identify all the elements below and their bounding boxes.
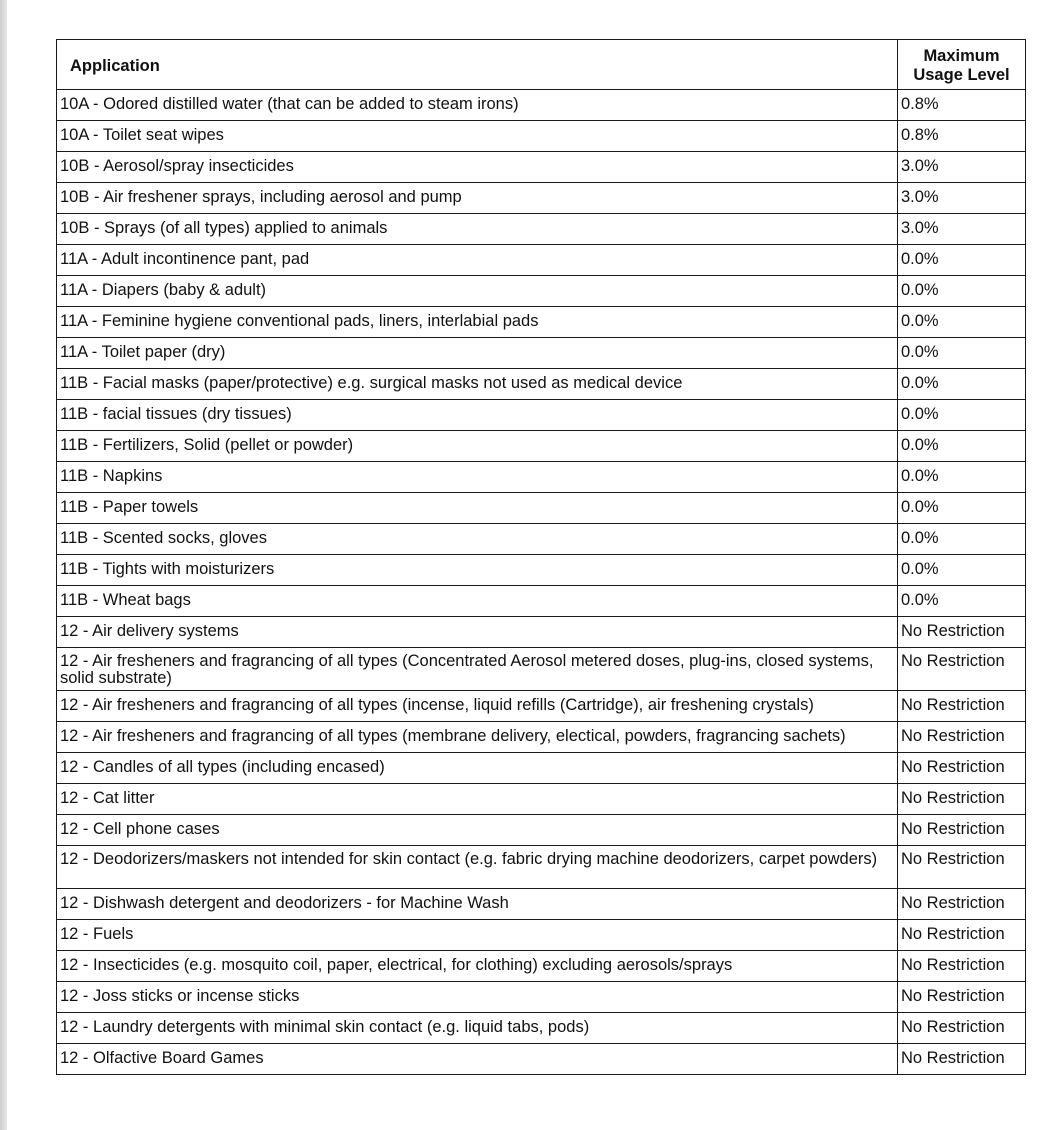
table-row	[57, 183, 1026, 214]
usage-level-table	[56, 39, 1026, 1075]
column-header-max-usage-line1: Maximum	[923, 46, 1000, 65]
application-cell: 11A - Toilet paper (dry)	[57, 338, 898, 369]
max-usage-level-cell: 3.0%	[898, 183, 1026, 214]
table-row	[57, 90, 1026, 121]
table-row	[57, 753, 1026, 784]
table-header-row	[57, 40, 1026, 90]
table-row	[57, 691, 1026, 722]
max-usage-level-cell: 0.0%	[898, 338, 1026, 369]
max-usage-level-cell: No Restriction	[898, 1044, 1026, 1075]
max-usage-level-cell: 0.0%	[898, 524, 1026, 555]
max-usage-level-cell: No Restriction	[898, 753, 1026, 784]
application-cell: 12 - Fuels	[57, 920, 898, 951]
viewer-left-edge	[0, 0, 7, 1130]
table-row	[57, 152, 1026, 183]
max-usage-level-cell: No Restriction	[898, 784, 1026, 815]
max-usage-level-cell: No Restriction	[898, 648, 1026, 691]
application-cell: 11B - Fertilizers, Solid (pellet or powder)	[57, 431, 898, 462]
application-cell: 11A - Diapers (baby & adult)	[57, 276, 898, 307]
application-cell: 11A - Adult incontinence pant, pad	[57, 245, 898, 276]
table-row	[57, 920, 1026, 951]
column-header-application: Application	[57, 40, 898, 90]
table-row	[57, 951, 1026, 982]
max-usage-level-cell: 0.8%	[898, 90, 1026, 121]
table-row	[57, 648, 1026, 691]
max-usage-level-cell: 0.0%	[898, 245, 1026, 276]
application-cell: 12 - Air delivery systems	[57, 617, 898, 648]
table-row	[57, 889, 1026, 920]
max-usage-level-cell: No Restriction	[898, 951, 1026, 982]
max-usage-level-cell: 0.0%	[898, 276, 1026, 307]
application-cell: 10A - Odored distilled water (that can be added to steam irons)	[57, 90, 898, 121]
max-usage-level-cell: No Restriction	[898, 722, 1026, 753]
table-row	[57, 982, 1026, 1013]
max-usage-level-cell: No Restriction	[898, 889, 1026, 920]
column-header-max-usage-line2: Usage Level	[913, 65, 1010, 84]
max-usage-level-cell: 0.0%	[898, 462, 1026, 493]
table-row	[57, 462, 1026, 493]
table-row	[57, 214, 1026, 245]
max-usage-level-cell: No Restriction	[898, 1013, 1026, 1044]
table-row	[57, 431, 1026, 462]
application-cell: 10B - Sprays (of all types) applied to animals	[57, 214, 898, 245]
application-cell: 12 - Candles of all types (including encased)	[57, 753, 898, 784]
max-usage-level-cell: No Restriction	[898, 920, 1026, 951]
table-row	[57, 586, 1026, 617]
application-cell: 12 - Air fresheners and fragrancing of all types (Concentrated Aerosol metered doses, plug-ins, closed systems, solid substrate)	[57, 648, 898, 691]
max-usage-level-cell: 0.0%	[898, 307, 1026, 338]
application-cell: 11B - Wheat bags	[57, 586, 898, 617]
application-cell: 12 - Air fresheners and fragrancing of all types (membrane delivery, electical, powders, fragrancing sachets)	[57, 722, 898, 753]
table-body	[57, 90, 1026, 1075]
max-usage-level-cell: 0.0%	[898, 493, 1026, 524]
max-usage-level-cell: No Restriction	[898, 691, 1026, 722]
table-row	[57, 1044, 1026, 1075]
application-cell: 12 - Air fresheners and fragrancing of all types (incense, liquid refills (Cartridge), air freshening crystals)	[57, 691, 898, 722]
table-row	[57, 276, 1026, 307]
max-usage-level-cell: 0.8%	[898, 121, 1026, 152]
application-cell: 11B - Paper towels	[57, 493, 898, 524]
application-cell: 12 - Joss sticks or incense sticks	[57, 982, 898, 1013]
application-cell: 10B - Air freshener sprays, including aerosol and pump	[57, 183, 898, 214]
application-cell: 12 - Olfactive Board Games	[57, 1044, 898, 1075]
table-row	[57, 369, 1026, 400]
table-row	[57, 815, 1026, 846]
table-row	[57, 722, 1026, 753]
max-usage-level-cell: 3.0%	[898, 152, 1026, 183]
application-cell: 11B - Scented socks, gloves	[57, 524, 898, 555]
application-cell: 11A - Feminine hygiene conventional pads, liners, interlabial pads	[57, 307, 898, 338]
column-header-max-usage-level	[898, 40, 1026, 90]
table-row	[57, 524, 1026, 555]
table-row	[57, 1013, 1026, 1044]
table-row	[57, 846, 1026, 889]
table-row	[57, 617, 1026, 648]
application-cell: 10A - Toilet seat wipes	[57, 121, 898, 152]
application-cell: 11B - facial tissues (dry tissues)	[57, 400, 898, 431]
table-row	[57, 784, 1026, 815]
max-usage-level-cell: 0.0%	[898, 369, 1026, 400]
application-cell: 11B - Napkins	[57, 462, 898, 493]
application-cell: 12 - Deodorizers/maskers not intended for skin contact (e.g. fabric drying machine deodorizers, carpet powders)	[57, 846, 898, 889]
table-row	[57, 555, 1026, 586]
max-usage-level-cell: No Restriction	[898, 846, 1026, 889]
max-usage-level-cell: 0.0%	[898, 400, 1026, 431]
max-usage-level-cell: 0.0%	[898, 586, 1026, 617]
application-cell: 12 - Laundry detergents with minimal skin contact (e.g. liquid tabs, pods)	[57, 1013, 898, 1044]
application-cell: 12 - Cat litter	[57, 784, 898, 815]
max-usage-level-cell: No Restriction	[898, 982, 1026, 1013]
application-cell: 11B - Tights with moisturizers	[57, 555, 898, 586]
max-usage-level-cell: 3.0%	[898, 214, 1026, 245]
table-row	[57, 400, 1026, 431]
table-row	[57, 121, 1026, 152]
max-usage-level-cell: 0.0%	[898, 555, 1026, 586]
max-usage-level-cell: No Restriction	[898, 815, 1026, 846]
table-row	[57, 245, 1026, 276]
table-row	[57, 338, 1026, 369]
application-cell: 11B - Facial masks (paper/protective) e.g. surgical masks not used as medical device	[57, 369, 898, 400]
table-row	[57, 493, 1026, 524]
application-cell: 12 - Insecticides (e.g. mosquito coil, paper, electrical, for clothing) excluding aerosols/sprays	[57, 951, 898, 982]
max-usage-level-cell: No Restriction	[898, 617, 1026, 648]
application-cell: 10B - Aerosol/spray insecticides	[57, 152, 898, 183]
table-row	[57, 307, 1026, 338]
max-usage-level-cell: 0.0%	[898, 431, 1026, 462]
application-cell: 12 - Cell phone cases	[57, 815, 898, 846]
application-cell: 12 - Dishwash detergent and deodorizers - for Machine Wash	[57, 889, 898, 920]
